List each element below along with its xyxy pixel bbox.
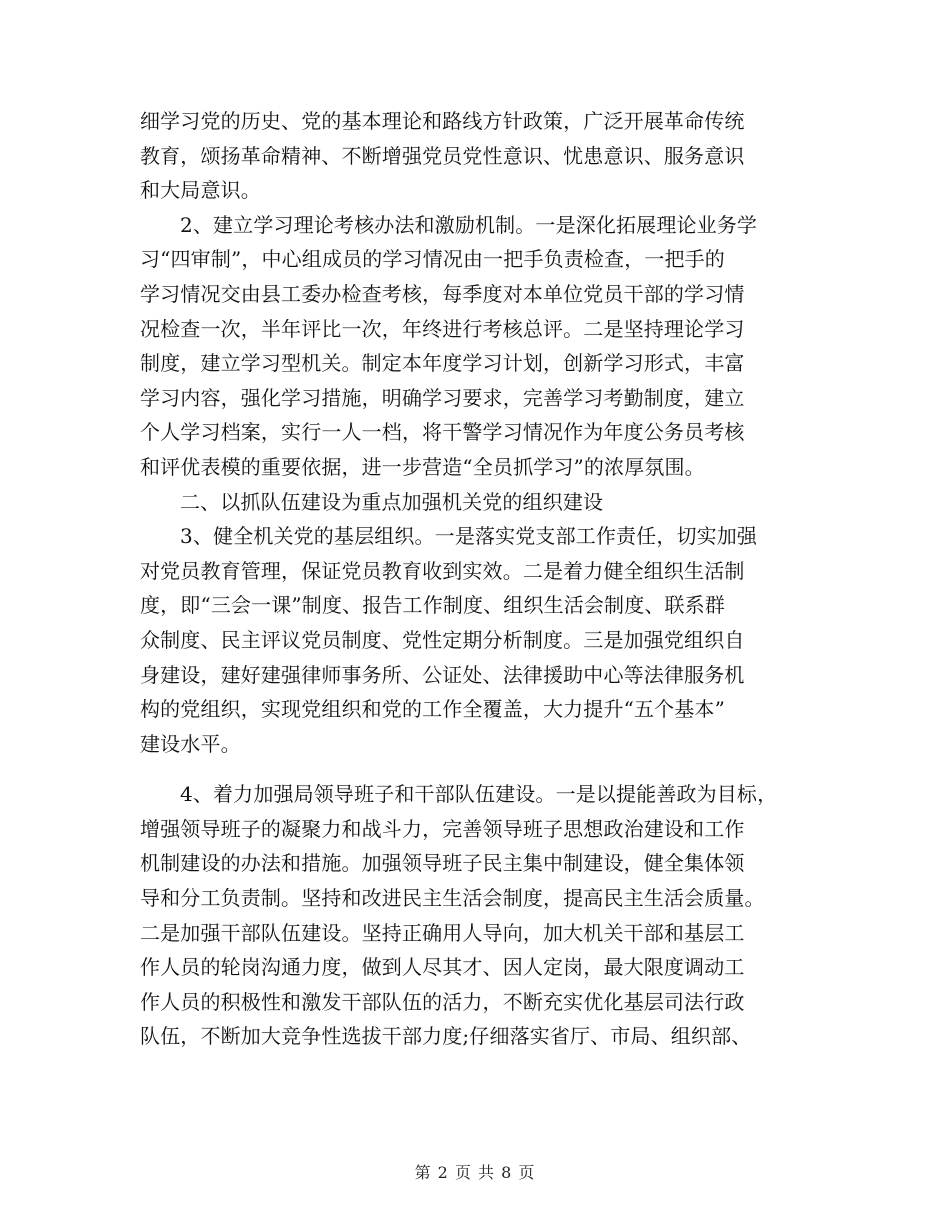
text-line: 作人员的积极性和激发干部队伍的活力，不断充实优化基层司法行政 (140, 989, 745, 1014)
paragraph-start-line: 4、着力加强局领导班子和干部队伍建设。一是以提能善政为目标， (180, 782, 778, 807)
text-line: 导和分工负责制。坚持和改进民主生活会制度，提高民主生活会质量。 (140, 886, 765, 911)
text-line: 制度，建立学习型机关。制定本年度学习计划，创新学习形式，丰富 (140, 351, 745, 376)
text-line: 众制度、民主评议党员制度、党性定期分析制度。三是加强党组织自 (140, 627, 745, 652)
text-line: 细学习党的历史、党的基本理论和路线方针政策，广泛开展革命传统 (140, 109, 745, 133)
text-line: 建设水平。 (140, 731, 241, 756)
text-line: 教育，颂扬革命精神、不断增强党员党性意识、忧患意识、服务意识 (140, 143, 745, 168)
paragraph-gap (140, 761, 820, 777)
text-line: 和大局意识。 (140, 178, 261, 203)
paragraph-start-line: 3、健全机关党的基层组织。一是落实党支部工作责任，切实加强 (180, 524, 758, 549)
text-line: 学习内容，强化学习措施，明确学习要求，完善学习考勤制度，建立 (140, 385, 745, 410)
text-line: 队伍，不断加大竞争性选拔干部力度;仔细落实省厅、市局、组织部、 (140, 1024, 752, 1049)
document-body (140, 104, 820, 1054)
text-line: 二是加强干部队伍建设。坚持正确用人导向，加大机关干部和基层工 (140, 920, 745, 945)
text-line: 作人员的轮岗沟通力度，做到人尽其才、因人定岗，最大限度调动工 (140, 955, 745, 980)
text-line: 个人学习档案，实行一人一档，将干警学习情况作为年度公务员考核 (140, 420, 745, 445)
text-line: 度，即“三会一课”制度、报告工作制度、组织生活会制度、联系群 (140, 593, 725, 618)
text-line: 构的党组织，实现党组织和党的工作全覆盖，大力提升“五个基本” (140, 697, 725, 722)
section-heading: 二、以抓队伍建设为重点加强机关党的组织建设 (180, 489, 604, 514)
text-line: 对党员教育管理，保证党员教育收到实效。二是着力健全组织生活制 (140, 558, 745, 583)
text-line: 况检查一次，半年评比一次，年终进行考核总评。二是坚持理论学习 (140, 316, 745, 341)
paragraph-start-line: 2、建立学习理论考核办法和激励机制。一是深化拓展理论业务学 (180, 212, 758, 237)
text-line: 机制建设的办法和措施。加强领导班子民主集中制建设，健全集体领 (140, 851, 745, 876)
page-number-footer: 第 2 页 共 8 页 (414, 1163, 536, 1182)
text-line: 增强领导班子的凝聚力和战斗力，完善领导班子思想政治建设和工作 (140, 816, 745, 841)
text-line: 习“四审制”，中心组成员的学习情况由一把手负责检查，一把手的 (140, 247, 725, 272)
text-line: 和评优表模的重要依据，进一步营造“全员抓学习”的浓厚氛围。 (140, 454, 705, 479)
text-line: 学习情况交由县工委办检查考核，每季度对本单位党员干部的学习情 (140, 281, 745, 306)
text-line: 身建设，建好建强律师事务所、公证处、法律援助中心等法律服务机 (140, 662, 745, 687)
